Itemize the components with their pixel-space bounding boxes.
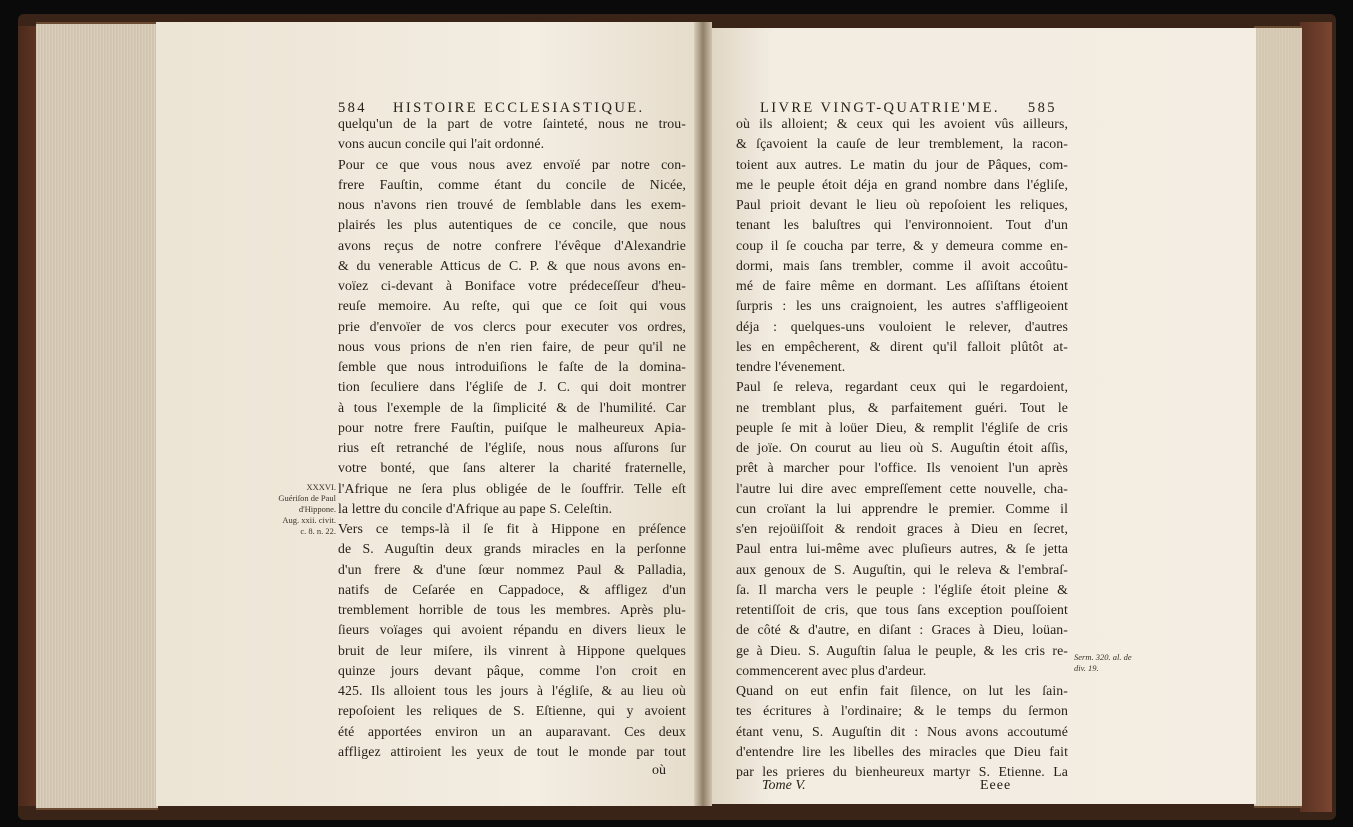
text-line: bruit de leur miſere, ils vinrent à Hippone quelques bbox=[338, 642, 686, 658]
right-cover-edge bbox=[1300, 22, 1332, 812]
text-line: tes écritures à l'ordinaire; & le temps du ſermon bbox=[736, 703, 1068, 719]
margin-note-line: Guériſon de Paul bbox=[278, 493, 336, 503]
text-line: prêt à marcher pour l'office. Ils venoient l'un après bbox=[736, 460, 1068, 476]
text-line: été apportées environ un an auparavant. Ces deux bbox=[338, 723, 686, 739]
text-line: ne tremblant plus, & parfaitement guéri. Tout le bbox=[736, 399, 1068, 415]
text-line: me le peuple étoit déja en grand nombre dans l'égliſe, bbox=[736, 176, 1068, 192]
margin-note-line: XXXVI. bbox=[306, 482, 336, 492]
text-line: dormi, mais ſans trembler, comme il avoit accoûtu- bbox=[736, 257, 1068, 273]
text-line: pour notre frere Fauſtin, puiſque le malheureux Apia- bbox=[338, 419, 686, 435]
text-line: commencerent avec plus d'ardeur. bbox=[736, 662, 927, 678]
margin-note-line: c. 8. n. 22. bbox=[300, 526, 336, 536]
text-line: de S. Auguſtin deux grands miracles en la perſonne bbox=[338, 541, 686, 557]
text-line: Quand on eut enfin fait ſilence, on lut les ſain- bbox=[736, 683, 1068, 698]
text-line: ſurpris : les uns craignoient, les autres s'affligeoient bbox=[736, 298, 1068, 314]
text-line: affligez attiroient les yeux de tout le monde par tout bbox=[338, 743, 686, 759]
text-line: l'autre lui dire avec empreſſement cette nouvelle, cha- bbox=[736, 480, 1068, 496]
text-line: retentiſſoit de cris, que tous ſans exception pouſſoient bbox=[736, 602, 1068, 617]
text-line: tenant les baluſtres qui l'environnoient. Tout d'un bbox=[736, 217, 1068, 233]
text-line: toient aux autres. Le matin du jour de Pâques, com- bbox=[736, 156, 1068, 172]
margin-note-line: Serm. 320. al. de bbox=[1074, 652, 1132, 662]
text-line: prie d'envoïer de vos clercs pour executer vos ordres, bbox=[338, 318, 686, 334]
text-line: vons aucun concile qui l'ait ordonné. bbox=[338, 136, 545, 152]
text-line: plairés les plus autentiques de ce concile, que nous bbox=[338, 217, 686, 233]
text-line: Paul ſe releva, regardant ceux qui le regardoient, bbox=[736, 379, 1068, 395]
right-footer-signature: Eeee bbox=[980, 778, 1012, 793]
text-line: de joïe. On courut au lieu où S. Auguſtin étoit aſſis, bbox=[736, 440, 1068, 455]
text-line: coup il ſe coucha par terre, & y demeura comme en- bbox=[736, 237, 1068, 253]
text-line: quinze jours devant pâque, comme l'on croit en bbox=[338, 662, 686, 678]
right-page-edges bbox=[1254, 26, 1302, 808]
right-margin-note bbox=[1074, 652, 1132, 674]
right-page-number: 585 bbox=[1027, 100, 1057, 116]
text-line: étant venu, S. Auguſtin dit : Nous avons accoutumé bbox=[736, 723, 1068, 739]
text-line: avons reçus de notre confrere l'évêque d'Alexandrie bbox=[338, 237, 686, 253]
text-line: natifs de Ceſarée en Cappadoce, & affligez d'un bbox=[338, 581, 686, 597]
left-page-text bbox=[338, 114, 686, 762]
text-line: quelqu'un de la part de votre ſainteté, nous ne trou- bbox=[338, 116, 686, 131]
text-line: d'entendre lire les libelles des miracles que Dieu fait bbox=[736, 743, 1068, 759]
left-catchword: où bbox=[652, 763, 666, 778]
text-line: nous vous prions de n'en rien faire, de peur qu'il ne bbox=[338, 338, 686, 354]
text-line: Vers ce temps-là il ſe fit à Hippone en préſence bbox=[338, 521, 686, 536]
text-line: ge à Dieu. S. Auguſtin ſalua le peuple, & les cris re- bbox=[736, 642, 1068, 658]
left-running-head: HISTOIRE ECCLESIASTIQUE. bbox=[393, 100, 645, 116]
text-line: ſa. Il marcha vers le peuple : l'égliſe étoit pleine & bbox=[736, 581, 1068, 597]
text-line: tremblement horrible de tous les membres. Après plu- bbox=[338, 602, 686, 617]
text-line: déja : quelques-uns vouloient le relever, d'autres bbox=[736, 318, 1068, 334]
left-page-edges bbox=[36, 22, 158, 810]
text-line: Paul prioit devant le lieu où repoſoient les reliques, bbox=[736, 197, 1068, 212]
text-line: à tous l'exemple de la ſimplicité & de l'humilité. Car bbox=[338, 399, 686, 415]
text-line: Pour ce que vous nous avez envoïé par notre con- bbox=[338, 156, 686, 172]
text-line: mé de faire même en dormant. Les aſſiſtans étoient bbox=[736, 278, 1068, 293]
left-page-number: 584 bbox=[338, 100, 367, 116]
text-line: cun croïant la lui apprendre le premier. Comme il bbox=[736, 500, 1068, 516]
margin-note-line: Aug. xxii. civit. bbox=[282, 515, 336, 525]
text-line: la lettre du concile d'Afrique au pape S. Celeſtin. bbox=[338, 500, 613, 516]
text-line: rius eſt retranché de l'égliſe, nous nous aſſurons ſur bbox=[338, 440, 686, 455]
text-line: ſieurs voïages qui avoient répandu en divers lieux le bbox=[338, 622, 686, 638]
book-gutter bbox=[694, 22, 712, 806]
text-line: tendre l'évenement. bbox=[736, 359, 846, 374]
text-line: 425. Ils alloient tous les jours à l'égliſe, & au lieu où bbox=[338, 683, 686, 698]
right-running-head: LIVRE VINGT-QUATRIE'ME. bbox=[760, 100, 1000, 116]
text-line: tion ſeculiere dans l'égliſe de J. C. qui doit montrer bbox=[338, 379, 686, 395]
text-line: les en empêcherent, & dirent qu'il falloit plûtôt at- bbox=[736, 338, 1068, 354]
margin-note-line: d'Hippone. bbox=[298, 504, 336, 514]
text-line: votre bonté, que ſans alterer la charité fraternelle, bbox=[338, 460, 686, 476]
text-line: peuple ſe mit à loüer Dieu, & remplit l'égliſe de cris bbox=[736, 419, 1068, 435]
text-line: l'Afrique ne ſera plus obligée de le ſouffrir. Telle eſt bbox=[338, 480, 686, 496]
text-line: & ſçavoient la cauſe de leur tremblement, la racon- bbox=[736, 136, 1068, 152]
text-line: voïez ci-devant à Boniface votre prédeceſſeur d'heu- bbox=[338, 278, 686, 293]
text-line: Paul entra lui-même avec pluſieurs autres, & ſe jetta bbox=[736, 541, 1068, 557]
right-footer-tome: Tome V. bbox=[762, 778, 806, 793]
text-line: reuſe memoire. Au reſte, qui que ce ſoit qui vous bbox=[338, 298, 686, 314]
text-line: frere Fauſtin, comme étant du concile de Nicée, bbox=[338, 176, 686, 192]
left-margin-note bbox=[262, 482, 336, 537]
text-line: par les prieres du bienheureux martyr S. Etienne. La bbox=[736, 764, 1068, 779]
right-page-text bbox=[736, 114, 1068, 782]
text-line: s'en rejoüiſſoit & rendoit graces à Dieu en ſecret, bbox=[736, 521, 1068, 536]
text-line: de côté & d'autre, en diſant : Graces à Dieu, loüan- bbox=[736, 622, 1068, 638]
text-line: nous n'avons rien trouvé de ſemblable dans les exem- bbox=[338, 197, 686, 212]
text-line: repoſoient les reliques de S. Eſtienne, qui y avoient bbox=[338, 703, 686, 719]
text-line: ſemble que nous introduiſions le faſte de la domina- bbox=[338, 359, 686, 374]
margin-note-line: div. 19. bbox=[1074, 663, 1099, 673]
text-line: où ils alloient; & ceux qui les avoient vûs ailleurs, bbox=[736, 116, 1068, 131]
text-line: d'un frere & d'une ſœur nommez Paul & Palladia, bbox=[338, 561, 686, 577]
text-line: & du venerable Atticus de C. P. & que nous avons en- bbox=[338, 257, 686, 273]
text-line: aux genoux de S. Auguſtin, qui le releva & l'embraſ- bbox=[736, 561, 1068, 577]
